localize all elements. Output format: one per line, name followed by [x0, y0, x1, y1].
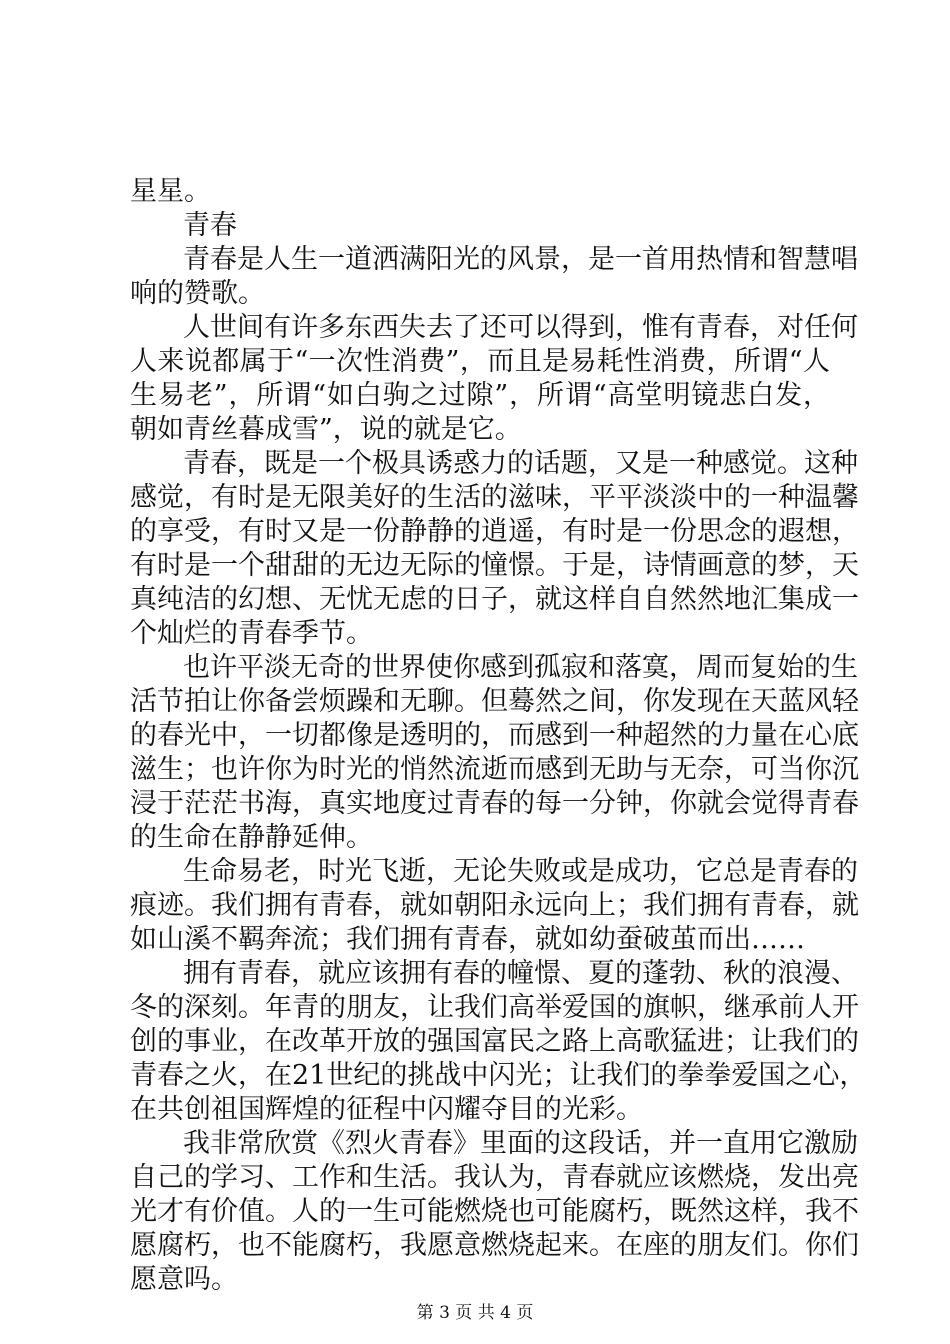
- text-line: 响的赞歌。: [130, 278, 265, 309]
- text-line: 生易老”，所谓“如白驹之过隙”，所谓“高堂明镜悲白发，: [130, 380, 830, 411]
- text-line: 我非常欣赏《烈火青春》里面的这段话，并一直用它激励: [183, 1128, 858, 1159]
- text-line: 个灿烂的青春季节。: [130, 618, 373, 649]
- text-line: 星星。: [130, 176, 211, 207]
- text-line: 青春，既是一个极具诱惑力的话题，又是一种感觉。这种: [183, 448, 858, 479]
- text-line: 的春光中，一切都像是透明的，而感到一种超然的力量在心底: [130, 720, 859, 751]
- text-line: 在共创祖国辉煌的征程中闪耀夺目的光彩。: [130, 1094, 643, 1125]
- text-line: 愿意吗。: [130, 1264, 238, 1295]
- text-line: 有时是一个甜甜的无边无际的憧憬。于是，诗情画意的梦，天: [130, 550, 859, 581]
- text-line: 朝如青丝暮成雪”，说的就是它。: [130, 414, 522, 445]
- text-line: 的生命在静静延伸。: [130, 822, 373, 853]
- text-line: 拥有青春，就应该拥有春的幢憬、夏的蓬勃、秋的浪漫、: [183, 958, 858, 989]
- text-line: 的享受，有时又是一份静静的逍遥，有时是一份思念的遐想，: [130, 516, 859, 547]
- section-heading: 青春: [183, 210, 237, 241]
- text-line: 冬的深刻。年青的朋友，让我们高举爱国的旗帜，继承前人开: [130, 992, 859, 1023]
- page-number-footer: 第 3 页 共 4 页: [416, 1303, 534, 1323]
- text-line: 痕迹。我们拥有青春，就如朝阳永远向上；我们拥有青春，就: [130, 890, 859, 921]
- text-line: 生命易老，时光飞逝，无论失败或是成功，它总是青春的: [183, 856, 858, 887]
- text-line: 也许平淡无奇的世界使你感到孤寂和落寞，周而复始的生: [183, 652, 858, 683]
- text-line: 光才有价值。人的一生可能燃烧也可能腐朽，既然这样，我不: [130, 1196, 859, 1227]
- text-line: 人来说都属于“一次性消费”，而且是易耗性消费，所谓“人: [130, 346, 830, 377]
- text-line: 青春是人生一道洒满阳光的风景，是一首用热情和智慧唱: [183, 244, 858, 275]
- text-line: 愿腐朽，也不能腐朽，我愿意燃烧起来。在座的朋友们。你们: [130, 1230, 859, 1261]
- text-line: 真纯洁的幻想、无忧无虑的日子，就这样自自然然地汇集成一: [130, 584, 859, 615]
- text-line: 人世间有许多东西失去了还可以得到，惟有青春，对任何: [183, 312, 858, 343]
- text-line: 青春之火，在21世纪的挑战中闪光；让我们的拳拳爱国之心，: [130, 1060, 867, 1091]
- text-line: 如山溪不羁奔流；我们拥有青春，就如幼蚕破茧而出……: [130, 924, 805, 955]
- text-line: 滋生；也许你为时光的悄然流逝而感到无助与无奈，可当你沉: [130, 754, 859, 785]
- text-line: 浸于茫茫书海，真实地度过青春的每一分钟，你就会觉得青春: [130, 788, 859, 819]
- text-line: 感觉，有时是无限美好的生活的滋味，平平淡淡中的一种温馨: [130, 482, 859, 513]
- text-line: 自己的学习、工作和生活。我认为，青春就应该燃烧，发出亮: [130, 1162, 859, 1193]
- text-line: 创的事业，在改革开放的强国富民之路上高歌猛进；让我们的: [130, 1026, 859, 1057]
- text-line: 活节拍让你备尝烦躁和无聊。但蓦然之间，你发现在天蓝风轻: [130, 686, 859, 717]
